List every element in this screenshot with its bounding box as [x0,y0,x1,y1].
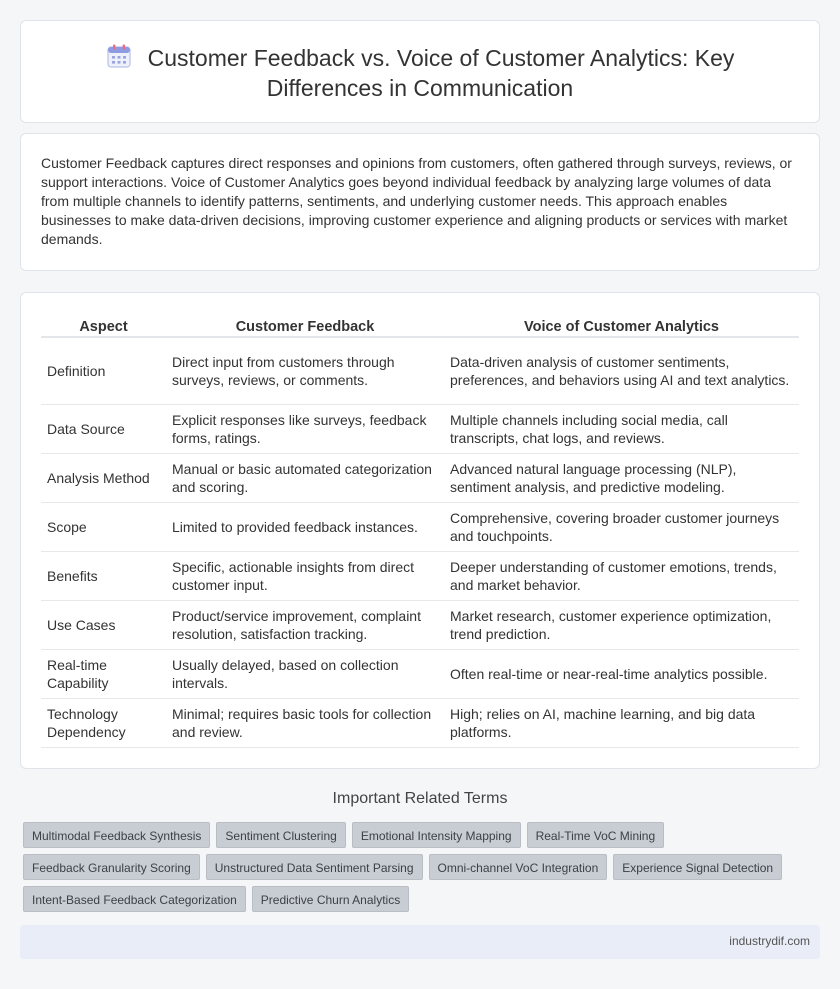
cell-aspect: Scope [41,502,166,551]
table-row [41,404,799,453]
cell-customer-feedback: Manual or basic automated categorization and scoring. [166,453,444,502]
cell-customer-feedback: Limited to provided feedback instances. [166,502,444,551]
cell-voc-analytics: Market research, customer experience optimization, trend prediction. [444,600,799,649]
cell-aspect: Benefits [41,551,166,600]
calendar-icon [106,43,132,69]
related-term-tag[interactable]: Predictive Churn Analytics [252,886,409,912]
cell-aspect: Definition [41,337,166,404]
cell-aspect: Data Source [41,404,166,453]
cell-voc-analytics: Multiple channels including social media, call transcripts, chat logs, and reviews. [444,404,799,453]
intro-card [20,133,820,271]
page-title [61,43,779,103]
title-card [20,20,820,123]
header-aspect: Aspect [41,315,166,337]
header-voc-analytics: Voice of Customer Analytics [444,315,799,337]
related-term-tag[interactable]: Real-Time VoC Mining [527,822,665,848]
cell-voc-analytics: Comprehensive, covering broader customer journeys and touchpoints. [444,502,799,551]
header-customer-feedback: Customer Feedback [166,315,444,337]
footer-site[interactable]: industrydif.com [729,934,810,948]
cell-customer-feedback: Direct input from customers through surveys, reviews, or comments. [166,337,444,404]
comparison-table [41,315,799,748]
cell-customer-feedback: Minimal; requires basic tools for collection and review. [166,698,444,747]
table-row [41,551,799,600]
cell-customer-feedback: Specific, actionable insights from direct customer input. [166,551,444,600]
related-term-tag[interactable]: Omni-channel VoC Integration [429,854,608,880]
table-row [41,600,799,649]
cell-customer-feedback: Product/service improvement, complaint resolution, satisfaction tracking. [166,600,444,649]
cell-aspect: Technology Dependency [41,698,166,747]
related-terms-list [23,822,803,912]
related-term-tag[interactable]: Unstructured Data Sentiment Parsing [206,854,423,880]
cell-aspect: Use Cases [41,600,166,649]
cell-voc-analytics: High; relies on AI, machine learning, and big data platforms. [444,698,799,747]
cell-voc-analytics: Often real-time or near-real-time analytics possible. [444,649,799,698]
related-terms-title: Important Related Terms [332,790,508,807]
table-row [41,698,799,747]
related-term-tag[interactable]: Emotional Intensity Mapping [352,822,521,848]
related-term-tag[interactable]: Feedback Granularity Scoring [23,854,200,880]
comparison-table-card [20,292,820,769]
cell-customer-feedback: Usually delayed, based on collection intervals. [166,649,444,698]
cell-voc-analytics: Deeper understanding of customer emotions, trends, and market behavior. [444,551,799,600]
cell-voc-analytics: Data-driven analysis of customer sentiments, preferences, and behaviors using AI and text analytics. [444,337,799,404]
table-row [41,337,799,404]
cell-aspect: Analysis Method [41,453,166,502]
cell-voc-analytics: Advanced natural language processing (NLP), sentiment analysis, and predictive modeling. [444,453,799,502]
intro-paragraph: Customer Feedback captures direct responses and opinions from customers, often gathered through surveys, reviews, or support interactions. Voice of Customer Analytics goes beyond individual feedback by analyzing large volumes of data from multiple channels to identify patterns, sentiments, and underlying customer needs. This approach enables businesses to make data-driven decisions, improving customer experience and aligning products or services with market demands. [41,155,792,247]
table-header-row [41,315,799,337]
related-term-tag[interactable]: Experience Signal Detection [613,854,782,880]
cell-aspect: Real-time Capability [41,649,166,698]
related-term-tag[interactable]: Sentiment Clustering [216,822,345,848]
table-row [41,453,799,502]
related-term-tag[interactable]: Multimodal Feedback Synthesis [23,822,210,848]
table-row [41,649,799,698]
related-term-tag[interactable]: Intent-Based Feedback Categorization [23,886,246,912]
footer [20,925,820,959]
page-title-text: Customer Feedback vs. Voice of Customer Analytics: Key Differences in Communication [147,45,735,101]
cell-customer-feedback: Explicit responses like surveys, feedback forms, ratings. [166,404,444,453]
table-row [41,502,799,551]
